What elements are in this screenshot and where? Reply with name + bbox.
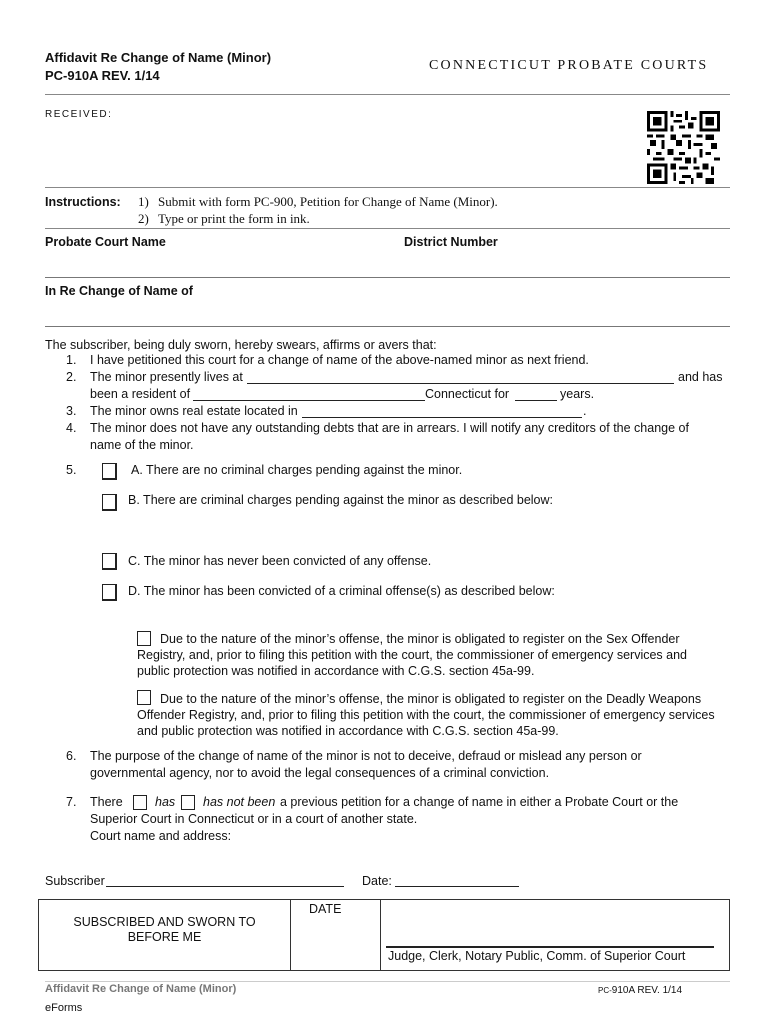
checkbox-has-not[interactable] <box>181 795 195 810</box>
sex-offender-text: Due to the nature of the minor’s offense, the minor is obligated to register on the Sex Offender <box>160 632 680 646</box>
sworn-label-cell <box>39 900 291 970</box>
subscriber-label: Subscriber <box>45 874 105 888</box>
option-b-text: B. There are criminal charges pending against the minor as described below: <box>128 493 553 507</box>
residence-town-field[interactable] <box>193 400 425 401</box>
sworn-label: BEFORE ME <box>127 930 202 944</box>
qr-code <box>647 111 720 184</box>
court-name-field[interactable] <box>45 277 730 278</box>
item-7-text: Superior Court in Connecticut or in a court of another state. <box>90 812 418 826</box>
sex-offender-text: Registry, and, prior to filing this petition with the court, the commissioner of emergency services and <box>137 648 688 662</box>
checkbox-convicted[interactable] <box>102 584 117 601</box>
minor-address-field[interactable] <box>247 383 674 384</box>
item-number: 5. <box>66 463 77 477</box>
weapons-registry-text: Offender Registry, and, prior to filing this petition with the court, the commissioner of emergency services <box>137 708 715 722</box>
district-number-label: District Number <box>404 235 498 249</box>
item-6-text: The purpose of the change of name of the minor is not to deceive, defraud or mislead any person or <box>90 749 642 763</box>
item-1-text: I have petitioned this court for a change of name of the above-named minor as next friend. <box>90 353 589 367</box>
item-number: 6. <box>66 749 77 763</box>
weapons-registry-text: Due to the nature of the minor’s offense, the minor is obligated to register on the Deadly Weapons <box>160 692 702 706</box>
item-2-text: Connecticut for <box>425 387 510 401</box>
official-signature-line[interactable] <box>386 946 714 948</box>
instructions-label: Instructions: <box>45 195 121 209</box>
sworn-box <box>38 899 730 971</box>
weapons-registry-text: and public protection was notified in accordance with C.G.S. section 45a-99. <box>137 724 559 738</box>
item-3-text: The minor owns real estate located in <box>90 404 298 418</box>
years-field[interactable] <box>515 400 557 401</box>
item-number: 3. <box>66 404 77 418</box>
option-d-text: D. The minor has been convicted of a criminal offense(s) as described below: <box>128 584 555 598</box>
sex-offender-text: public protection was notified in accordance with C.G.S. section 45a-99. <box>137 664 535 678</box>
footer-divider <box>45 981 730 982</box>
checkbox-charges-pending[interactable] <box>102 494 117 511</box>
instructions-divider <box>45 228 730 229</box>
checkbox-no-charges[interactable] <box>102 463 117 480</box>
has-not-label: has not been <box>203 795 276 809</box>
minor-name-field[interactable] <box>45 326 730 327</box>
item-number: 2. <box>66 370 77 384</box>
footer-rev-prefix: PC- <box>598 986 612 995</box>
item-number: 7. <box>66 795 77 809</box>
form-header <box>45 49 271 85</box>
item-2-text: The minor presently lives at <box>90 370 243 384</box>
item-6-text: governmental agency, nor to avoid the legal consequences of a criminal conviction. <box>90 766 550 780</box>
sworn-date-cell[interactable] <box>291 900 381 970</box>
court-name-heading: CONNECTICUT PROBATE COURTS <box>429 58 709 73</box>
date-label: Date: <box>362 874 392 888</box>
received-label: RECEIVED: <box>45 109 113 120</box>
has-label: has <box>155 795 176 809</box>
sworn-date-label: DATE <box>309 902 342 916</box>
item-3-text: . <box>583 404 587 418</box>
item-number: 1. <box>66 353 77 367</box>
subscriber-signature-field[interactable] <box>106 886 344 887</box>
official-title: Judge, Clerk, Notary Public, Comm. of Superior Court <box>388 949 686 963</box>
item-number: 4. <box>66 421 77 435</box>
item-2-text: been a resident of <box>90 387 191 401</box>
checkbox-weapons-registry[interactable] <box>137 690 151 705</box>
instruction-number: 1) <box>138 194 149 209</box>
item-4-text: name of the minor. <box>90 438 194 452</box>
in-re-label: In Re Change of Name of <box>45 284 193 298</box>
checkbox-sex-offender-registry[interactable] <box>137 631 151 646</box>
received-divider <box>45 187 730 188</box>
eforms-label: eForms <box>45 1002 83 1014</box>
item-7-text: a previous petition for a change of name in either a Probate Court or the <box>280 795 679 809</box>
instruction-text: Type or print the form in ink. <box>158 211 310 226</box>
checkbox-never-convicted[interactable] <box>102 553 117 570</box>
form-title: Affidavit Re Change of Name (Minor) <box>45 50 272 65</box>
item-7-text: There <box>90 795 123 809</box>
item-4-text: The minor does not have any outstanding debts that are in arrears. I will notify any creditors of the change of <box>90 421 689 435</box>
option-c-text: C. The minor has never been convicted of any offense. <box>128 554 432 568</box>
item-2-text: years. <box>560 387 595 401</box>
footer-title: Affidavit Re Change of Name (Minor) <box>45 983 237 995</box>
header-divider <box>45 94 730 95</box>
checkbox-has[interactable] <box>133 795 147 810</box>
real-estate-field[interactable] <box>302 417 582 418</box>
item-2-text: and has <box>678 370 723 384</box>
probate-court-name-label: Probate Court Name <box>45 235 166 249</box>
sworn-label: SUBSCRIBED AND SWORN TO <box>73 915 256 929</box>
option-a-text: A. There are no criminal charges pending against the minor. <box>131 463 463 477</box>
oath-intro: The subscriber, being duly sworn, hereby swears, affirms or avers that: <box>45 338 437 352</box>
instruction-text: Submit with form PC-900, Petition for Change of Name (Minor). <box>158 194 498 209</box>
instruction-number: 2) <box>138 211 149 226</box>
form-number: PC-910A REV. 1/14 <box>45 68 160 83</box>
court-name-address-label: Court name and address: <box>90 829 232 843</box>
footer-revision <box>598 985 682 996</box>
footer-rev-number: 910A REV. 1/14 <box>611 985 683 996</box>
subscriber-date-field[interactable] <box>395 886 519 887</box>
